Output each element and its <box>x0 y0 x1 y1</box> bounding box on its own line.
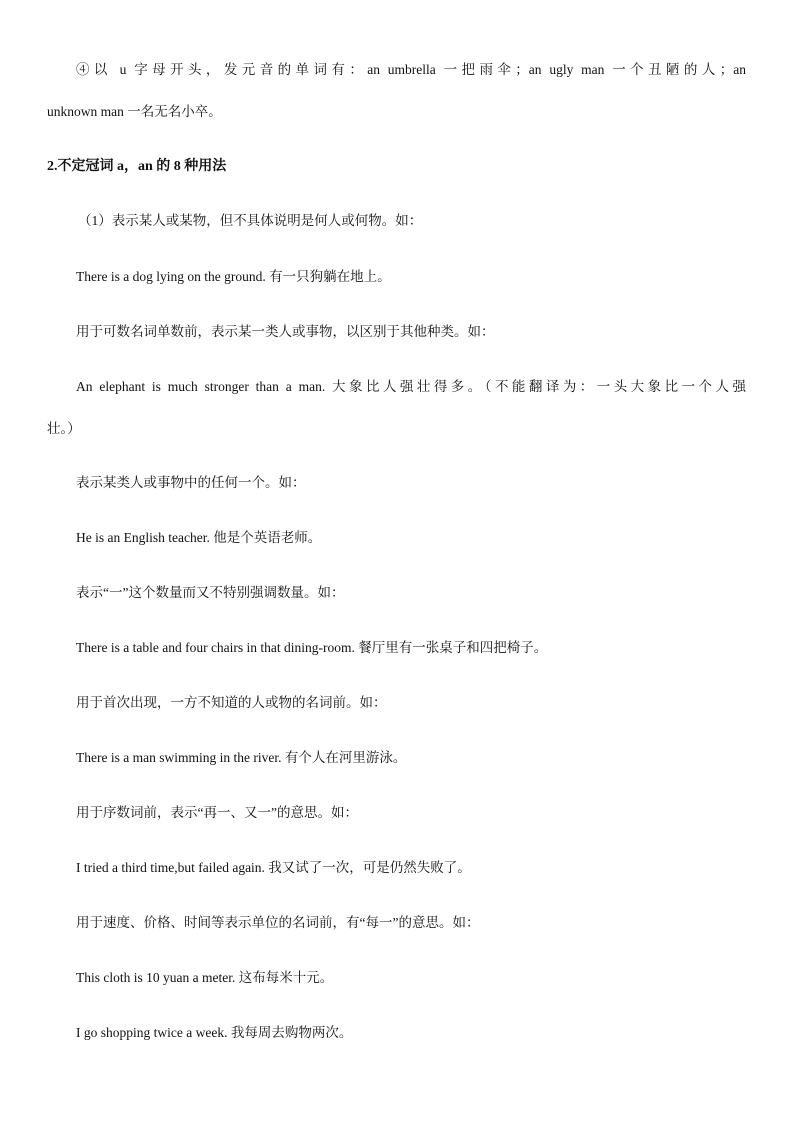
paragraph-line: 壮。） <box>47 421 81 436</box>
example-sentence: There is a dog lying on the ground. 有一只狗躺在地上。 <box>76 269 391 284</box>
paragraph-line: 用于速度、价格、时间等表示单位的名词前，有“每一”的意思。如： <box>76 915 480 930</box>
paragraph-line: 表示某类人或事物中的任何一个。如： <box>76 475 306 490</box>
paragraph-line: 表示“一”这个数量而又不特别强调数量。如： <box>76 585 345 600</box>
example-sentence: He is an English teacher. 他是个英语老师。 <box>76 530 322 545</box>
paragraph-line: 用于序数词前，表示“再一、又一”的意思。如： <box>76 805 358 820</box>
example-sentence: An elephant is much stronger than a man. 大象比人强壮得多。（不能翻译为：一头大象比一个人强 <box>76 379 746 394</box>
paragraph-line: 用于可数名词单数前，表示某一类人或事物，以区别于其他种类。如： <box>76 324 495 339</box>
paragraph-line: 用于首次出现，一方不知道的人或物的名词前。如： <box>76 695 387 710</box>
paragraph-line: ④以 u 字母开头，发元音的单词有：an umbrella 一把雨伞；an ugly man 一个丑陋的人；an <box>76 62 746 77</box>
paragraph-line: unknown man 一名无名小卒。 <box>47 104 222 119</box>
example-sentence: There is a table and four chairs in that dining-room. 餐厅里有一张桌子和四把椅子。 <box>76 640 548 655</box>
example-sentence: I go shopping twice a week. 我每周去购物两次。 <box>76 1025 353 1040</box>
paragraph-line: （1）表示某人或某物，但不具体说明是何人或何物。如： <box>78 213 423 228</box>
section-heading: 2.不定冠词 a，an 的 8 种用法 <box>47 159 227 174</box>
example-sentence: There is a man swimming in the river. 有个人在河里游泳。 <box>76 750 407 765</box>
example-sentence: This cloth is 10 yuan a meter. 这布每米十元。 <box>76 970 334 985</box>
example-sentence: I tried a third time,but failed again. 我又试了一次，可是仍然失败了。 <box>76 860 471 875</box>
